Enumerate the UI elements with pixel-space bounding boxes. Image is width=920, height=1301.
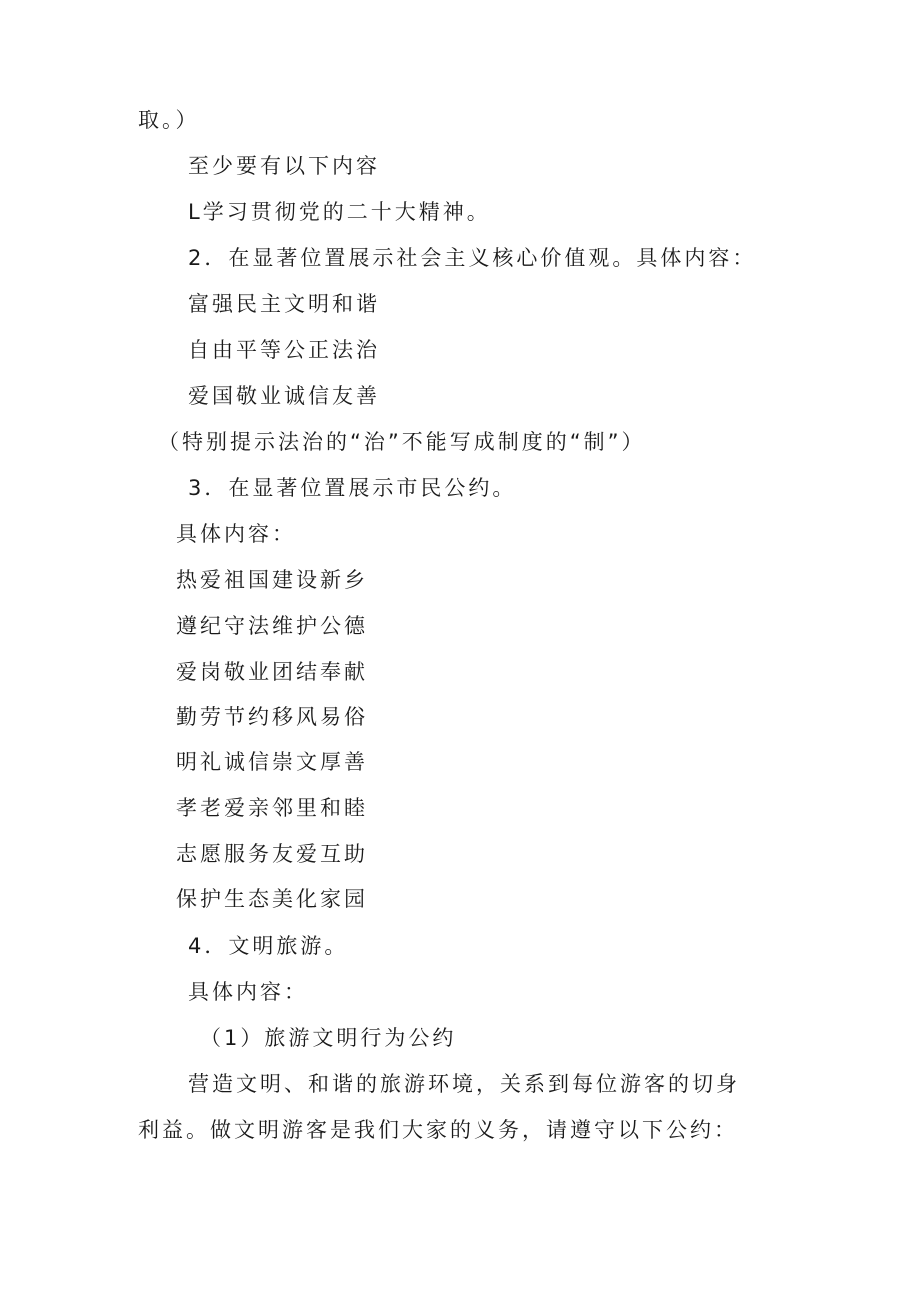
text-line: （特别提示法治的“治”不能写成制度的“制”）	[158, 430, 646, 454]
text-line: 具体内容：	[176, 522, 296, 546]
text-line: 具体内容：	[188, 980, 308, 1004]
text-line: 利益。做文明游客是我们大家的义务，请遵守以下公约：	[138, 1118, 738, 1142]
text-line: 3．在显著位置展示市民公约。	[188, 476, 517, 500]
text-line: （1）旅游文明行为公约	[200, 1026, 457, 1050]
text-line: 热爱祖国建设新乡	[176, 568, 368, 592]
text-line: 遵纪守法维护公德	[176, 614, 368, 638]
text-line: 爱岗敬业团结奉献	[176, 660, 368, 684]
text-line: L学习贯彻党的二十大精神。	[188, 200, 491, 224]
text-line: 取。）	[138, 108, 200, 132]
text-line: 2．在显著位置展示社会主义核心价值观。具体内容：	[188, 246, 757, 270]
text-line: 志愿服务友爱互助	[176, 842, 368, 866]
text-line: 营造文明、和谐的旅游环境，关系到每位游客的切身	[188, 1072, 740, 1096]
text-line: 富强民主文明和谐	[188, 292, 380, 316]
text-line: 孝老爱亲邻里和睦	[176, 796, 368, 820]
text-line: 明礼诚信崇文厚善	[176, 750, 368, 774]
text-line: 4．文明旅游。	[188, 934, 349, 958]
text-line: 保护生态美化家园	[176, 887, 368, 911]
text-line: 自由平等公正法治	[188, 338, 380, 362]
text-line: 至少要有以下内容	[188, 154, 380, 178]
text-line: 爱国敬业诚信友善	[188, 384, 380, 408]
text-line: 勤劳节约移风易俗	[176, 705, 368, 729]
